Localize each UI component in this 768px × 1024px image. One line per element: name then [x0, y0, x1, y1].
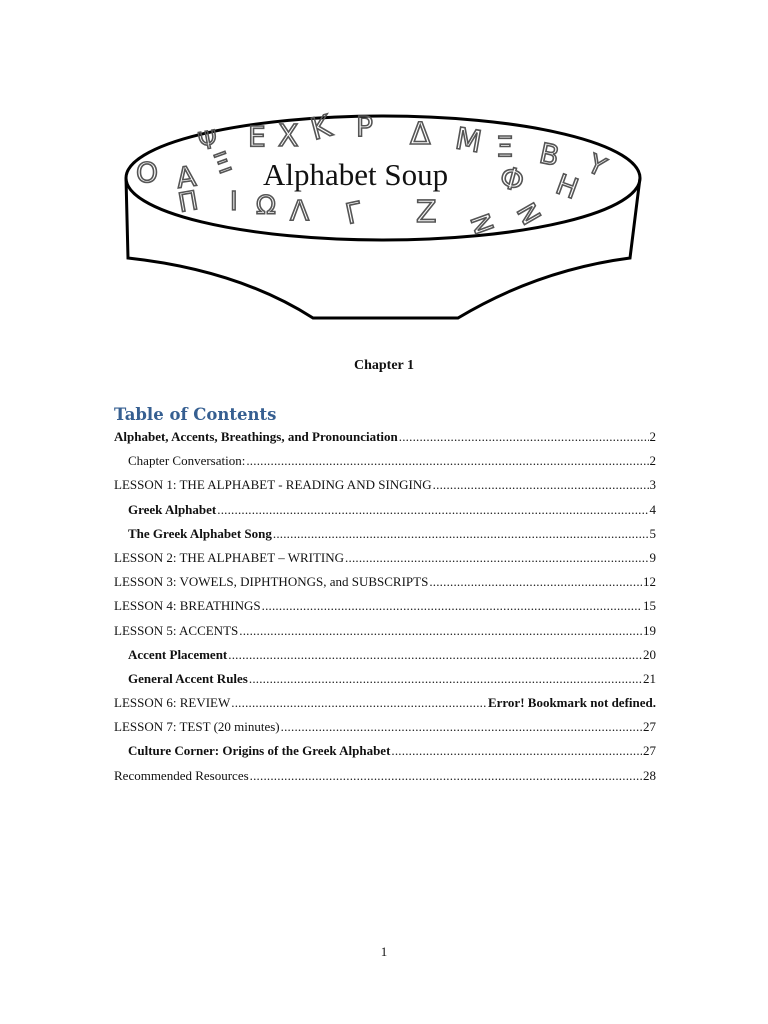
chapter-label: Chapter 1 [353, 358, 415, 373]
toc-dot-leader [399, 429, 649, 445]
svg-text:Φ: Φ [495, 159, 528, 200]
svg-text:Ν: Ν [509, 198, 546, 231]
alphabet-soup-illustration [118, 98, 648, 326]
toc-dot-leader [273, 526, 649, 542]
toc-entry-label: Recommended Resources [114, 767, 249, 783]
svg-text:Β: Β [536, 136, 563, 173]
svg-text:Ε: Ε [248, 120, 266, 153]
toc-dot-leader [433, 477, 649, 493]
toc-entry-page: 5 [649, 525, 656, 541]
toc-entry-label: The Greek Alphabet Song [128, 525, 272, 541]
toc-entry-lesson-7[interactable] [114, 719, 656, 743]
toc-heading: Table of Contents [114, 405, 277, 424]
toc-entry-label: Alphabet, Accents, Breathings, and Pronounciation [114, 429, 398, 444]
toc-entry-page: 4 [649, 501, 656, 517]
svg-text:Η: Η [551, 167, 583, 206]
svg-text:Κ: Κ [307, 108, 336, 148]
toc-entry-label: LESSON 6: REVIEW [114, 695, 231, 711]
svg-text:Υ: Υ [583, 149, 611, 184]
toc-dot-leader [391, 743, 642, 759]
toc-dot-leader [250, 768, 642, 784]
toc-entry-lesson-6[interactable] [114, 695, 656, 719]
toc-entry-page: 20 [643, 646, 656, 662]
toc-entry-page: 2 [649, 453, 656, 469]
toc-entry-page: 19 [643, 622, 656, 638]
toc-entry-recommended-resources[interactable] [114, 768, 656, 792]
svg-text:Ι: Ι [230, 187, 238, 217]
toc-entry-culture-corner[interactable] [114, 743, 656, 767]
toc-entry-label: LESSON 7: TEST (20 minutes) [114, 719, 280, 735]
toc-entry-page: 15 [643, 598, 656, 614]
svg-text:Δ: Δ [410, 117, 431, 152]
svg-text:Χ: Χ [278, 119, 299, 154]
illustration-title: Alphabet Soup [263, 157, 449, 192]
toc-dot-leader [429, 574, 642, 590]
toc-entry-label: Greek Alphabet [128, 501, 217, 517]
toc-entry-page: 12 [643, 574, 656, 590]
svg-text:Π: Π [176, 185, 201, 219]
svg-text:Ρ: Ρ [356, 110, 373, 143]
toc-entry-label: General Accent Rules [128, 670, 248, 686]
svg-text:Ψ: Ψ [196, 125, 220, 156]
toc-entry-label: LESSON 1: THE ALPHABET - READING AND SINGING [114, 477, 432, 493]
toc-dot-leader [217, 502, 648, 518]
toc-dot-leader [231, 695, 487, 711]
toc-entry-page: 9 [649, 549, 656, 565]
toc-entry-chapter-conversation[interactable] [114, 453, 656, 477]
toc-entry-label: Chapter Conversation: [128, 453, 246, 469]
toc-entry-greek-alphabet[interactable] [114, 502, 656, 526]
toc-entry-lesson-5[interactable] [114, 623, 656, 647]
svg-text:Γ: Γ [342, 195, 365, 231]
svg-text:Ξ: Ξ [496, 130, 514, 163]
svg-text:Ν: Ν [463, 210, 499, 239]
toc-entry-page-error: Error! Bookmark not defined. [487, 695, 656, 711]
toc-entry-label: LESSON 2: THE ALPHABET – WRITING [114, 549, 345, 565]
svg-text:Λ: Λ [290, 194, 310, 227]
toc-entry-page: 28 [643, 767, 656, 783]
svg-text:Α: Α [174, 159, 198, 195]
toc-entry-alphabet-song[interactable] [114, 526, 656, 550]
svg-text:Ξ: Ξ [210, 146, 236, 181]
toc-entry-page: 21 [643, 670, 656, 686]
toc-entry-label: LESSON 5: ACCENTS [114, 622, 239, 638]
toc-dot-leader [228, 647, 642, 663]
toc-entry-accent-placement[interactable] [114, 647, 656, 671]
toc-entry-general-accent-rules[interactable] [114, 671, 656, 695]
toc-entry-lesson-2[interactable] [114, 550, 656, 574]
toc-dot-leader [239, 623, 642, 639]
toc-entry-lesson-3[interactable] [114, 574, 656, 598]
toc-entry-label: LESSON 3: VOWELS, DIPHTHONGS, and SUBSCRIPTS [114, 574, 429, 590]
toc-entry-page: 2 [649, 429, 656, 444]
page-number: 1 [380, 944, 388, 959]
toc-dot-leader [249, 671, 642, 687]
toc-dot-leader [246, 453, 648, 469]
toc-entry-label: LESSON 4: BREATHINGS [114, 598, 261, 614]
toc-entry-page: 27 [643, 719, 656, 735]
svg-text:Μ: Μ [452, 121, 485, 161]
svg-text:Ο: Ο [136, 156, 159, 189]
toc-entry-label: Culture Corner: Origins of the Greek Alphabet [128, 743, 391, 759]
toc-entry-page: 3 [649, 477, 656, 493]
toc-entry-label: Accent Placement [128, 646, 228, 662]
toc-dot-leader [262, 598, 642, 614]
toc-entry-alphabet-accents[interactable] [114, 429, 656, 453]
toc-dot-leader [345, 550, 648, 566]
toc-dot-leader [281, 719, 642, 735]
toc-entry-page: 27 [643, 743, 656, 759]
svg-text:Ζ: Ζ [416, 195, 437, 230]
toc-entry-lesson-4[interactable] [114, 598, 656, 622]
table-of-contents [114, 429, 656, 792]
toc-entry-lesson-1[interactable] [114, 477, 656, 501]
svg-text:Ω: Ω [256, 191, 276, 221]
